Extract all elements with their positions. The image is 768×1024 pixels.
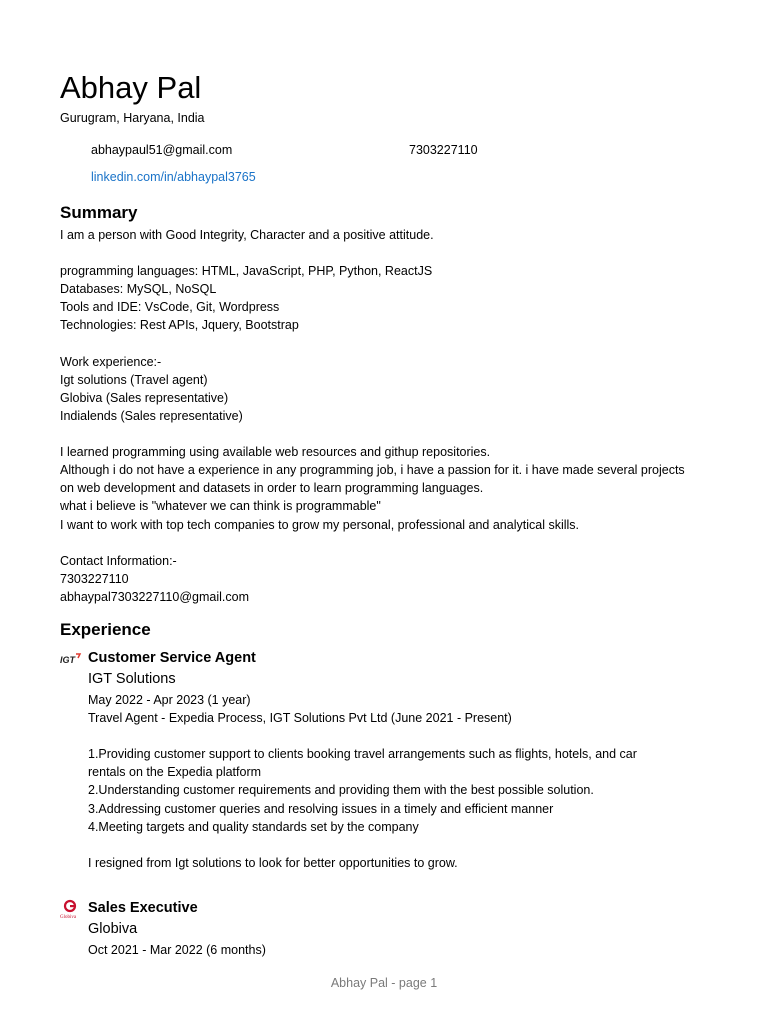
text-line: May 2022 - Apr 2023 (1 year) [88, 693, 251, 707]
text-line: I learned programming using available web resources and githup repositories. [60, 445, 491, 460]
text-line: programming languages: HTML, JavaScript, PHP, Python, ReactJS [60, 264, 433, 279]
text-line: 1.Providing customer support to clients booking travel arrangements such as flights, hotels, and car [88, 747, 637, 762]
email-address: abhaypaul51@gmail.com [91, 143, 233, 157]
text-line: abhaypal7303227110@gmail.com [60, 589, 249, 604]
text-line: 3.Addressing customer queries and resolving issues in a timely and efficient manner [88, 801, 554, 816]
linkedin-link[interactable]: linkedin.com/in/abhaypal3765 [91, 170, 256, 184]
blank-line [88, 727, 688, 745]
text-line: what i believe is "whatever we can think is programmable" [60, 499, 381, 514]
experience-heading: Experience [60, 620, 151, 639]
text-line: Igt solutions (Travel agent) [60, 372, 208, 387]
text-line: Tools and IDE: VsCode, Git, Wordpress [60, 300, 280, 315]
job-title-2: Sales Executive [88, 900, 198, 916]
summary-body [60, 226, 710, 606]
text-line: 7303227110 [60, 571, 129, 586]
text-line: 4.Meeting targets and quality standards set by the company [88, 819, 419, 834]
text-line: Although i do not have a experience in any programming job, i have a passion for it. i have made several projects [60, 463, 685, 478]
blank-line [60, 335, 710, 353]
job-title-1: Customer Service Agent [88, 650, 256, 666]
phone-number: 7303227110 [409, 143, 478, 157]
text-line: on web development and datasets in order to learn programming languages. [60, 481, 484, 496]
svg-text:IGT: IGT [60, 655, 75, 665]
job-description-2 [88, 941, 688, 959]
text-line: Travel Agent - Expedia Process, IGT Solutions Pvt Ltd (June 2021 - Present) [88, 711, 512, 726]
text-line: I resigned from Igt solutions to look for better opportunities to grow. [88, 855, 458, 870]
svg-text:Globiva: Globiva [60, 915, 77, 920]
text-line: I am a person with Good Integrity, Character and a positive attitude. [60, 228, 434, 242]
text-line: rentals on the Expedia platform [88, 765, 262, 780]
blank-line [60, 534, 710, 552]
text-line: Contact Information:- [60, 553, 177, 568]
job-description-1 [88, 691, 688, 872]
candidate-name: Abhay Pal [60, 70, 202, 105]
page-footer: Abhay Pal - page 1 [330, 976, 438, 990]
globiva-logo [60, 899, 82, 921]
text-line: Globiva (Sales representative) [60, 390, 229, 405]
text-line: 2.Understanding customer requirements and providing them with the best possible solution. [88, 783, 594, 798]
blank-line [88, 836, 688, 854]
text-line: Databases: MySQL, NoSQL [60, 282, 217, 297]
text-line: Work experience:- [60, 354, 162, 369]
text-line: Technologies: Rest APIs, Jquery, Bootstrap [60, 318, 299, 333]
company-name-2: Globiva [88, 921, 138, 937]
text-line: Indialends (Sales representative) [60, 408, 243, 423]
igt-logo [60, 651, 82, 667]
blank-line [60, 425, 710, 443]
text-line: Oct 2021 - Mar 2022 (6 months) [88, 943, 266, 957]
company-name-1: IGT Solutions [88, 671, 176, 687]
blank-line [60, 244, 710, 262]
text-line: I want to work with top tech companies to grow my personal, professional and analytical skills. [60, 517, 579, 532]
location: Gurugram, Haryana, India [60, 111, 205, 125]
summary-heading: Summary [60, 203, 138, 222]
